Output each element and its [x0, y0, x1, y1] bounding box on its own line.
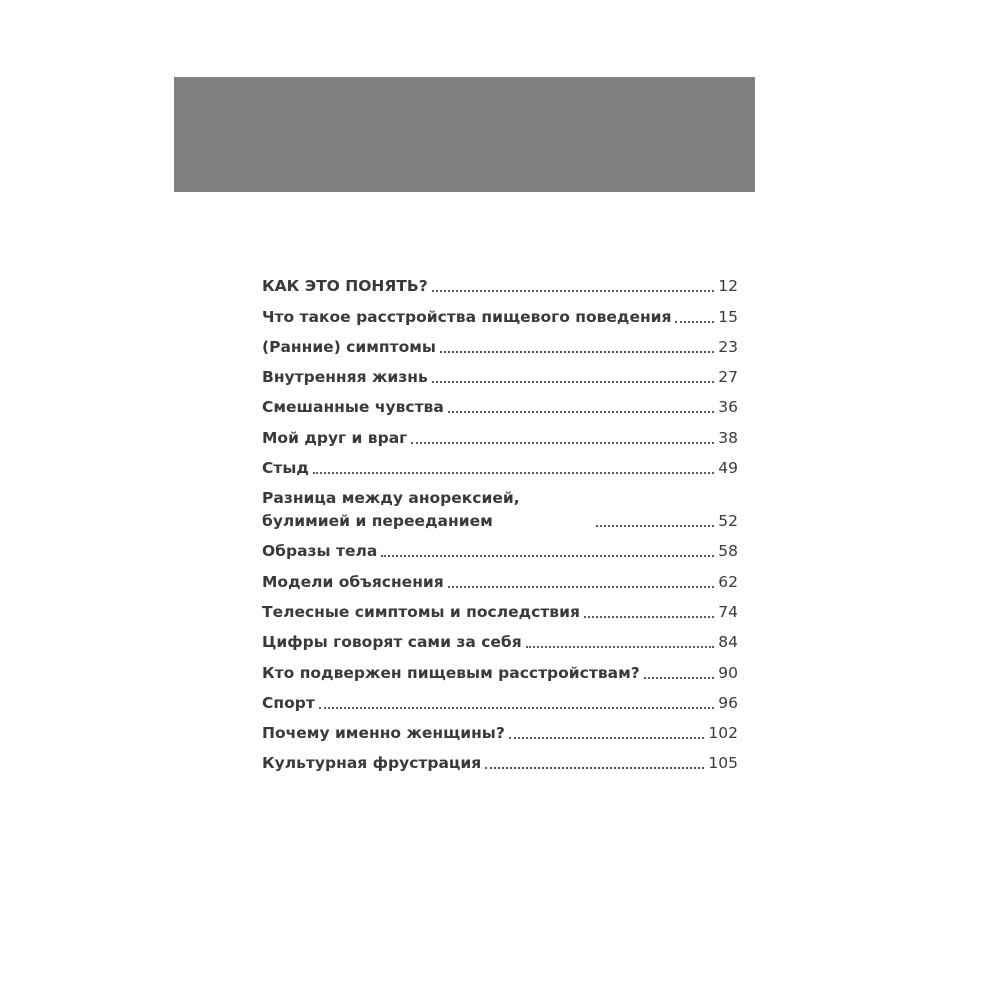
toc-entry-page: 62 [718, 572, 738, 591]
toc-entry[interactable] [262, 450, 738, 480]
toc-leader-dots [526, 646, 715, 648]
toc-entry[interactable] [262, 329, 738, 359]
toc-entry-title: Что такое расстройства пищевого поведения [262, 307, 672, 326]
toc-entry-title: Спорт [262, 693, 315, 712]
toc-entry[interactable] [262, 268, 738, 298]
header-band [174, 77, 755, 192]
toc-entry[interactable] [262, 533, 738, 563]
toc-leader-dots [485, 767, 704, 769]
toc-entry-title: Культурная фрустрация [262, 754, 482, 773]
toc-leader-dots [432, 381, 715, 383]
toc-entry-title: Мой друг и враг [262, 428, 408, 447]
toc-entry-title: Модели объяснения [262, 572, 444, 591]
toc-leader-dots [319, 707, 714, 709]
toc-leader-dots [381, 555, 714, 557]
toc-entry-title: Смешанные чувства [262, 398, 444, 417]
toc-leader-dots [440, 351, 714, 353]
toc-entry-title: Образы тела [262, 542, 378, 561]
toc-entry[interactable] [262, 359, 738, 389]
toc-leader-dots [596, 525, 714, 527]
toc-entry[interactable] [262, 389, 738, 419]
toc-entry-page: 96 [718, 693, 738, 712]
toc-entry-page: 105 [708, 754, 738, 773]
toc-leader-dots [432, 290, 715, 292]
toc-entry[interactable] [262, 563, 738, 593]
toc-leader-dots [509, 737, 705, 739]
toc-entry-page: 23 [718, 337, 738, 356]
toc-entry-title: Цифры говорят сами за себя [262, 633, 522, 652]
toc-entry-title: Телесные симптомы и последствия [262, 602, 580, 621]
toc-leader-dots [644, 677, 715, 679]
toc-entry-page: 84 [718, 633, 738, 652]
toc-entry[interactable] [262, 745, 738, 775]
toc-entry-title: КАК ЭТО ПОНЯТЬ? [262, 277, 428, 296]
toc-entry[interactable] [262, 715, 738, 745]
table-of-contents [262, 268, 738, 775]
toc-entry-page: 38 [718, 428, 738, 447]
toc-entry-page: 49 [718, 459, 738, 478]
toc-entry-page: 36 [718, 398, 738, 417]
toc-entry-page: 15 [718, 307, 738, 326]
toc-entry[interactable] [262, 624, 738, 654]
toc-entry-page: 90 [718, 663, 738, 682]
toc-entry-title: Внутренняя жизнь [262, 368, 428, 387]
toc-entry-page: 74 [718, 602, 738, 621]
toc-leader-dots [448, 586, 715, 588]
toc-entry-title: Разница между анорексией, булимией и перееданием [262, 489, 520, 531]
toc-entry-title: Кто подвержен пищевым расстройствам? [262, 663, 640, 682]
toc-entry[interactable] [262, 480, 738, 533]
toc-entry-title: Почему именно женщины? [262, 724, 505, 743]
toc-entry-page: 102 [708, 724, 738, 743]
toc-entry-page: 52 [718, 512, 738, 531]
toc-leader-dots [584, 616, 714, 618]
toc-leader-dots [411, 442, 714, 444]
toc-leader-dots [675, 321, 714, 323]
toc-entry[interactable] [262, 594, 738, 624]
toc-entry[interactable] [262, 298, 738, 328]
toc-entry-title: (Ранние) симптомы [262, 337, 436, 356]
toc-entry-page: 12 [718, 277, 738, 296]
toc-leader-dots [448, 411, 714, 413]
toc-leader-dots [313, 472, 714, 474]
toc-entry[interactable] [262, 685, 738, 715]
toc-entry[interactable] [262, 419, 738, 449]
toc-entry-title: Стыд [262, 459, 309, 478]
toc-entry[interactable] [262, 654, 738, 684]
toc-entry-page: 27 [718, 368, 738, 387]
toc-entry-page: 58 [718, 542, 738, 561]
